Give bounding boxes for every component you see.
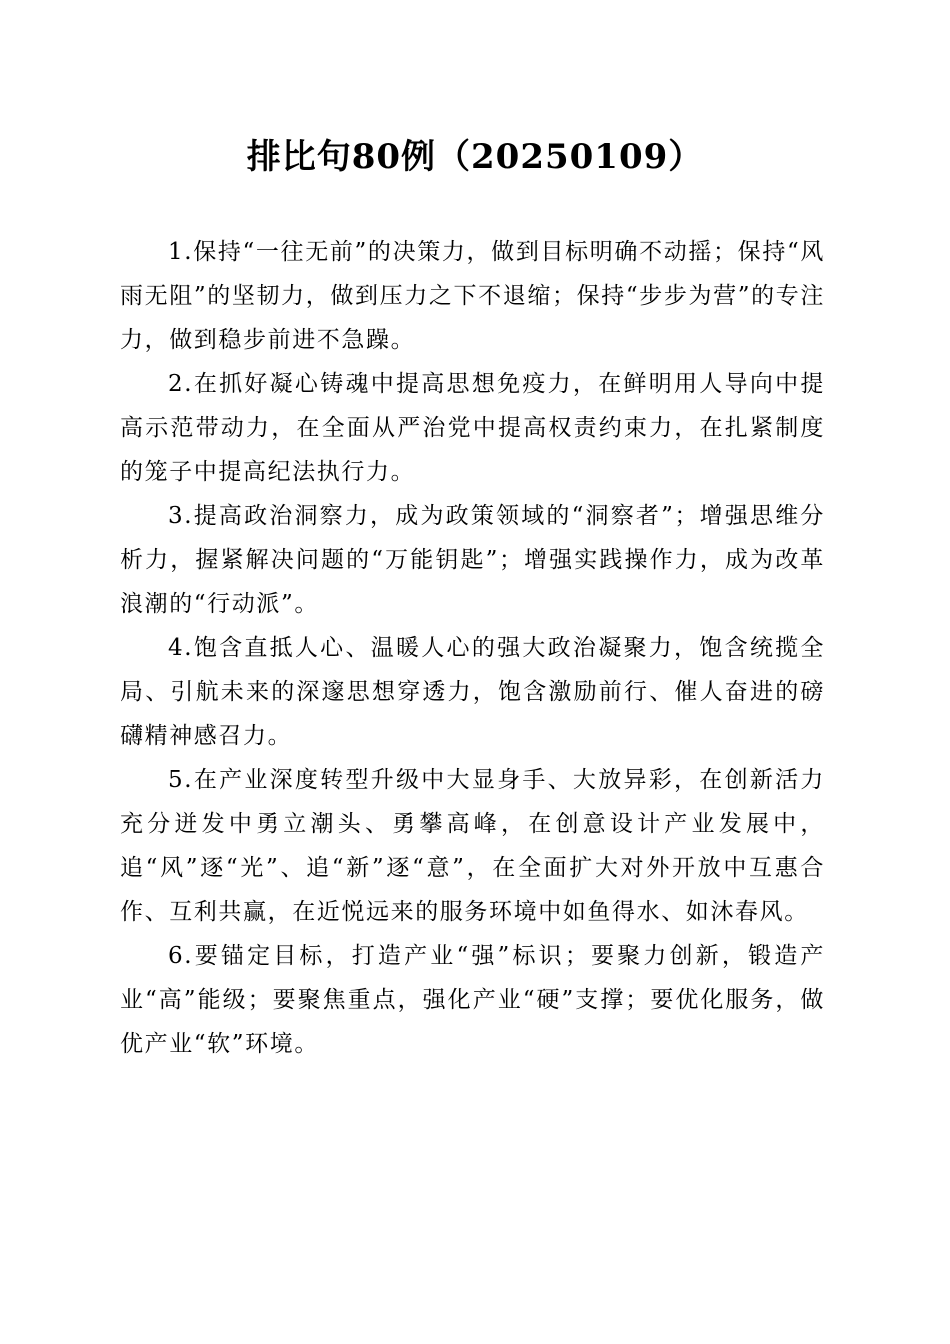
paragraph-6: 6.要锚定目标，打造产业“强”标识；要聚力创新，锻造产业“高”能级；要聚焦重点，强化产业“硬”支撑；要优化服务，做优产业“软”环境。 [120, 943, 825, 1057]
page-title: 排比句80例（20250109） [246, 137, 704, 177]
paragraph-4: 4.饱含直抵人心、温暖人心的强大政治凝聚力，饱含统揽全局、引航未来的深邃思想穿透力，饱含激励前行、催人奋进的磅礴精神感召力。 [120, 635, 825, 749]
document-body [120, 230, 825, 1066]
paragraph-5: 5.在产业深度转型升级中大显身手、大放异彩，在创新活力充分迸发中勇立潮头、勇攀高峰，在创意设计产业发展中，追“风”逐“光”、追“新”逐“意”，在全面扩大对外开放中互惠合作、互利共赢，在近悦远来的服务环境中如鱼得水、如沐春风。 [120, 767, 825, 925]
paragraph-2: 2.在抓好凝心铸魂中提高思想免疫力，在鲜明用人导向中提高示范带动力，在全面从严治党中提高权责约束力，在扎紧制度的笼子中提高纪法执行力。 [120, 371, 825, 485]
paragraph-3: 3.提高政治洞察力，成为政策领域的“洞察者”；增强思维分析力，握紧解决问题的“万能钥匙”；增强实践操作力，成为改革浪潮的“行动派”。 [120, 503, 825, 617]
paragraph-1: 1.保持“一往无前”的决策力，做到目标明确不动摇；保持“风雨无阻”的坚韧力，做到压力之下不退缩；保持“步步为营”的专注力，做到稳步前进不急躁。 [120, 239, 825, 353]
